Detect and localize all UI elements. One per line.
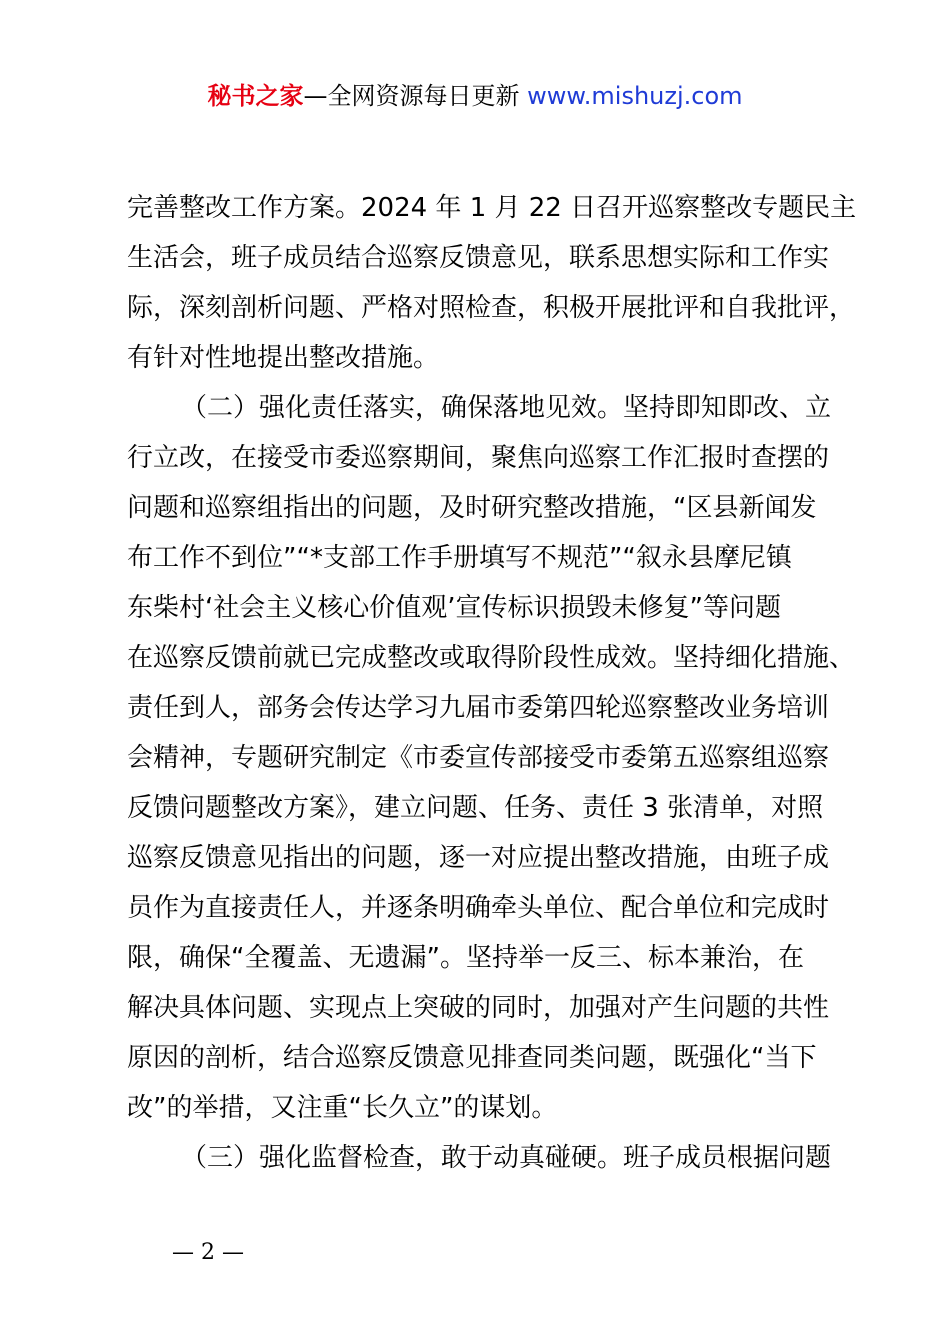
section-heading-line: （二）强化责任落实，确保落地见效。坚持即知即改、立: [181, 393, 832, 423]
section-heading-line: （三）强化监督检查，敢于动真碰硬。班子成员根据问题: [181, 1143, 832, 1173]
brand-name: 秘书之家: [207, 82, 304, 110]
paragraph-line: 行立改，在接受市委巡察期间，聚焦向巡察工作汇报时查摆的: [127, 443, 830, 473]
paragraph-line: 在巡察反馈前就已完成整改或取得阶段性成效。坚持细化措施、: [127, 643, 856, 673]
paragraph-line: 原因的剖析，结合巡察反馈意见排查同类问题，既强化“当下: [127, 1043, 817, 1073]
paragraph-line: 会精神，专题研究制定《市委宣传部接受市委第五巡察组巡察: [127, 743, 830, 773]
paragraph-line: 生活会，班子成员结合巡察反馈意见，联系思想实际和工作实: [127, 243, 830, 273]
document-body: [127, 183, 857, 1183]
paragraph-line: 巡察反馈意见指出的问题，逐一对应提出整改措施，由班子成: [127, 843, 830, 873]
paragraph-line: 布工作不到位”“*支部工作手册填写不规范”“叙永县摩尼镇: [127, 543, 792, 573]
site-url-link[interactable]: www.mishuzj.com: [527, 82, 743, 110]
paragraph-line: 问题和巡察组指出的问题，及时研究整改措施，“区县新闻发: [127, 493, 817, 523]
paragraph-line: 际，深刻剖析问题、严格对照检查，积极开展批评和自我批评，: [127, 293, 856, 323]
paragraph-line: 有针对性地提出整改措施。: [127, 343, 440, 373]
paragraph-line: 责任到人，部务会传达学习九届市委第四轮巡察整改业务培训: [127, 693, 830, 723]
header-tagline: —全网资源每日更新: [303, 82, 528, 110]
paragraph-line: 限，确保“全覆盖、无遗漏”。坚持举一反三、标本兼治，在: [127, 943, 804, 973]
paragraph-line: 改”的举措，又注重“长久立”的谋划。: [127, 1093, 558, 1123]
paragraph-line: 完善整改工作方案。2024 年 1 月 22 日召开巡察整改专题民主: [127, 193, 857, 223]
paragraph-line: 员作为直接责任人，并逐条明确牵头单位、配合单位和完成时: [127, 893, 830, 923]
paragraph-line: 解决具体问题、实现点上突破的同时，加强对产生问题的共性: [127, 993, 830, 1023]
paragraph-line: 东柴村‘社会主义核心价值观’宣传标识损毁未修复”等问题: [127, 593, 781, 623]
paragraph-line: 反馈问题整改方案》，建立问题、任务、责任 3 张清单，对照: [127, 793, 824, 823]
page-header: [0, 80, 950, 112]
page-number: — 2 —: [172, 1240, 244, 1265]
